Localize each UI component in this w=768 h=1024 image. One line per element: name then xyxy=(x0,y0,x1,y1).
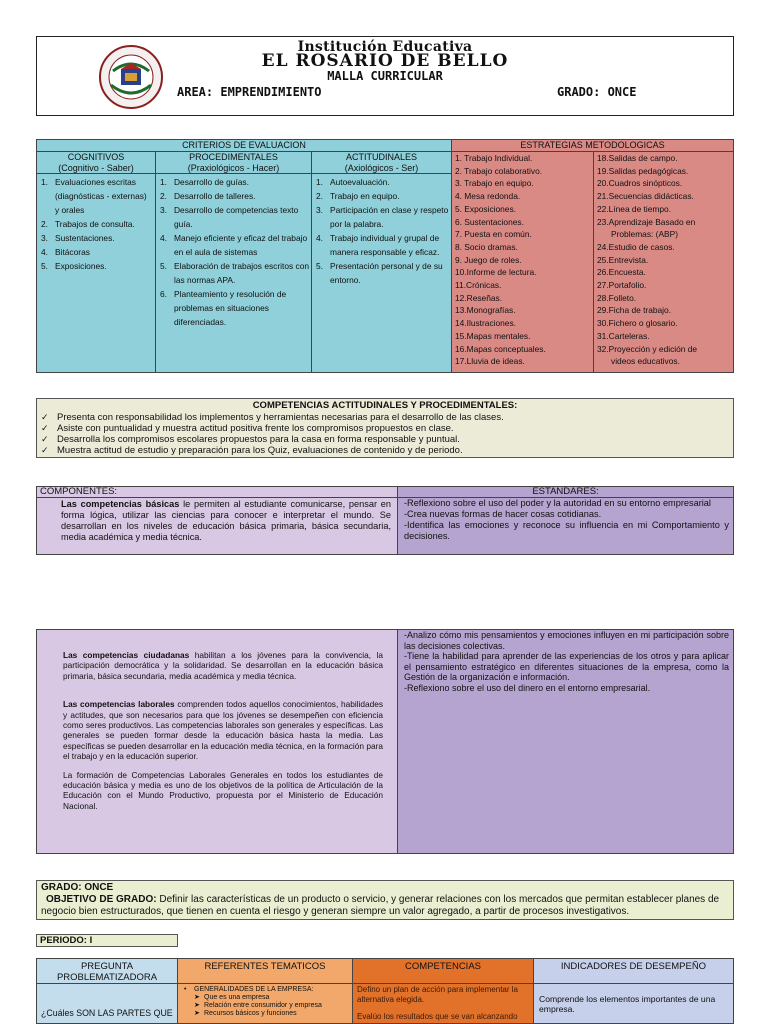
list-item: 5. Exposiciones. xyxy=(41,261,107,271)
header-pregunta: PREGUNTA PROBLEMATIZADORA xyxy=(36,958,178,984)
periodo-label: PERIODO: I xyxy=(36,934,178,947)
area-label: AREA: EMPRENDIMIENTO xyxy=(177,85,322,99)
estandar-item: -Reflexiono sobre el uso del dinero en el entorno empresarial. xyxy=(404,682,651,693)
basicas-text: le permiten al estudiante comunicarse, pensar en forma lógica, utilizar las ciencias para conocer e interpretar el mundo. Se desarrollan en los niveles de educación básica primaria, básica secundaria, media académica y media técnica. xyxy=(61,499,391,542)
estrategias-items xyxy=(597,152,730,368)
criterios-title: CRITERIOS DE EVALUACION xyxy=(36,139,452,152)
estandar-item: -Reflexiono sobre el uso del poder y la autoridad en su entorno empresarial xyxy=(404,498,711,508)
formacion-paragraph: La formación de Competencias Laborales Generales en todos los estudiantes de educación básica y media es uno de los objetivos de la política de Articulación de la Educación con el Mundo Productivo, propuesta por el Ministerio de Educación Nacional. xyxy=(63,769,383,811)
list-item: 3. Participación en clase y respeto por la palabra. xyxy=(316,205,449,229)
list-item: 5. Presentación personal y de su entorno. xyxy=(316,261,443,285)
institution-name: EL ROSARIO DE BELLO xyxy=(261,51,509,71)
pregunta-cell: ¿Cuáles SON LAS PARTES QUE xyxy=(36,983,178,1024)
estandares-basicas-cell xyxy=(397,497,734,555)
objetivo-label: OBJETIVO DE GRADO: xyxy=(46,894,157,905)
estrategia-item: 18.Salidas de campo. xyxy=(597,153,678,163)
indicador-cell: Comprende los elementos importantes de una empresa. xyxy=(533,983,734,1024)
laborales-paragraph xyxy=(63,699,383,761)
criterio-cognitivos-header xyxy=(36,151,156,174)
check-item: ✓ Presenta con responsabilidad los implementos y herramientas necesarias para el desarrollo de las clases. xyxy=(41,412,504,423)
grado-label: GRADO: ONCE xyxy=(41,882,114,893)
estrategia-item: 2. Trabajo colaborativo. xyxy=(455,165,543,176)
estrategia-item: 32.Proyección y edición de xyxy=(597,343,698,354)
estrategia-item: 19.Salidas pedagógicas. xyxy=(597,165,689,176)
estrategia-item: 1. Trabajo Individual. xyxy=(455,153,533,163)
criterio-actitudinales-list xyxy=(311,173,452,373)
estrategias-items xyxy=(455,152,590,368)
document-header xyxy=(36,36,734,116)
competencias-ciudadanas-laborales-cell xyxy=(36,629,398,854)
list-item: ➤ Que es una empresa xyxy=(194,994,270,1001)
componentes-heading: COMPONENTES: xyxy=(36,486,398,498)
header-referentes: REFERENTES TEMATICOS xyxy=(177,958,353,984)
estrategia-item: 9. Juego de roles. xyxy=(455,254,522,265)
criterio-procedimentales-list xyxy=(155,173,312,373)
list-item: 4. Manejo eficiente y eficaz del trabajo en el aula de sistemas xyxy=(160,233,308,257)
list-item: 2. Trabajo en equipo. xyxy=(316,191,400,201)
estandar-item: -Identifica las emociones y reconoce su influencia en mi Comportamiento y decisiones. xyxy=(404,520,729,541)
arrow-icon: ➤ xyxy=(194,994,200,1001)
objetivo-paragraph xyxy=(41,894,729,918)
institution-type: Institución Educativa xyxy=(297,39,473,55)
estrategias-list-right xyxy=(593,151,734,373)
estrategia-item: 22.Línea de tiempo. xyxy=(597,203,672,214)
estrategia-item: 16.Mapas conceptuales. xyxy=(455,343,546,354)
document-title: MALLA CURRICULAR xyxy=(327,69,443,83)
arrow-icon: ➤ xyxy=(194,1002,200,1009)
estrategia-item: 31.Carteleras. xyxy=(597,330,650,341)
list-item: 4. Trabajo individual y grupal de manera responsable y eficaz. xyxy=(316,233,440,257)
estandares-heading: ESTANDARES: xyxy=(397,486,734,498)
competencias-basicas-cell xyxy=(36,497,398,555)
estrategia-item: videos educativos. xyxy=(611,356,680,367)
estandares-ciudadanas-cell xyxy=(397,629,734,854)
estrategias-title: ESTRATEGIAS METODOLOGICAS xyxy=(451,139,734,152)
criterio-cognitivos-list xyxy=(36,173,156,373)
check-item: ✓ Asiste con puntualidad y muestra actitud positiva frente los compromisos propuestos en clase. xyxy=(41,423,504,434)
objetivo-text: Definir las características de un producto o servicio, y generar relaciones con los mercados que permitan establecer planes de negocio bien estructurados, que tienen en cuenta el riesgo y generan siempre un valor agregado, a partir de procesos investigativos. xyxy=(41,894,720,917)
estandar-item: -Crea nuevas formas de hacer cosas cotidianas. xyxy=(404,509,602,519)
competencias-actitudinales-title: COMPETENCIAS ACTITUDINALES Y PROCEDIMENTALES: xyxy=(252,400,518,411)
estrategia-item: 20.Cuadros sinópticos. xyxy=(597,178,683,189)
list-item: 6. Planteamiento y resolución de problemas en situaciones diferenciadas. xyxy=(160,289,287,327)
estrategia-item: 21.Secuencias didácticas. xyxy=(597,191,694,202)
estrategias-list-left xyxy=(451,151,594,373)
estrategia-item: 4. Mesa redonda. xyxy=(455,191,521,202)
referentes-list xyxy=(184,986,348,1018)
estrategia-item: 3. Trabajo en equipo. xyxy=(455,178,534,189)
estrategia-item: 27.Portafolio. xyxy=(597,280,647,291)
criterio-procedimentales-header xyxy=(155,151,312,174)
estrategia-item: 14.Ilustraciones. xyxy=(455,318,516,329)
estrategia-item: 28.Folleto. xyxy=(597,292,637,303)
ciudadanas-text: habilitan a los jóvenes para la convivencia, la participación democrática y la solidaridad. Se desarrollan en la educación básica primaria, básica secundaria, media académica y media técnica. xyxy=(63,650,383,681)
ciudadanas-paragraph xyxy=(63,650,383,681)
estrategia-item: 17.Lluvia de ideas. xyxy=(455,356,525,367)
header-indicadores: INDICADORES DE DESEMPEÑO xyxy=(533,958,734,984)
laborales-text: comprenden todos aquellos conocimientos, habilidades y actitudes, que son necesarios para que los jóvenes se desempeñen con eficiencia como seres productivos. Las competencias laborales son generales y específicas. Las generales se pueden formar desde la educación básica hasta la media. Las específicas se pueden desarrollar en la educación media técnica, en la formación para el trabajo y en la educación superior. xyxy=(63,699,383,762)
estrategia-item: Problemas: (ABP) xyxy=(611,229,679,240)
estrategia-item: 8. Socio dramas. xyxy=(455,241,518,252)
column-heading: ACTITUDINALES xyxy=(345,152,417,162)
estrategia-item: 7. Puesta en común. xyxy=(455,229,532,240)
competencias-cell xyxy=(352,983,534,1024)
list-item: 5. Elaboración de trabajos escritos con las normas APA. xyxy=(160,261,310,285)
check-item: ✓ Muestra actitud de estudio y preparación para los Quiz, evaluaciones de contenido y de periodo. xyxy=(41,445,504,456)
competencias-actitudinales-list xyxy=(41,412,504,456)
estrategia-item: 5. Exposiciones. xyxy=(455,203,516,214)
list-item: 2. Trabajos de consulta. xyxy=(41,219,135,229)
laborales-title: Las competencias laborales xyxy=(63,699,175,710)
list-item: ➤ Recursos básicos y funciones xyxy=(194,1010,297,1017)
criterio-actitudinales-header xyxy=(311,151,452,174)
check-item: ✓ Desarrolla los compromisos escolares propuestos para la casa en forma responsable y puntual. xyxy=(41,434,504,445)
estrategia-item: 11.Crónicas. xyxy=(455,280,502,291)
grade-label: GRADO: ONCE xyxy=(557,85,637,99)
estandar-item: -Tiene la habilidad para aprender de las experiencias de los otros y para aplicar el pensamiento estratégico en diferentes situaciones de la empresa, como la Gestión de la organización e información. xyxy=(404,651,729,683)
competencia-item: Defino un plan de acción para implementar la alternativa elegida. xyxy=(357,985,518,1004)
estandar-item: -Analizo cómo mis pensamientos y emociones influyen en mi participación sobre las decisiones colectivas. xyxy=(404,630,729,651)
grado-objetivo-box xyxy=(36,880,734,920)
estrategia-item: 23.Aprendizaje Basado en xyxy=(597,216,696,227)
list-item: 2. Desarrollo de talleres. xyxy=(160,191,256,201)
estrategia-item: 6. Sustentaciones. xyxy=(455,216,524,227)
estrategia-item: 24.Estudio de casos. xyxy=(597,241,675,252)
ciudadanas-title: Las competencias ciudadanas xyxy=(63,650,190,660)
list-item: • GENERALIDADES DE LA EMPRESA: xyxy=(184,986,314,993)
list-item: 1. Desarrollo de guías. xyxy=(160,177,249,187)
header-competencias: COMPETENCIAS xyxy=(352,958,534,984)
estrategia-item: 12.Reseñas. xyxy=(455,292,503,303)
column-subheading: (Axiológicos - Ser) xyxy=(344,163,419,173)
column-heading: PROCEDIMENTALES xyxy=(189,152,278,162)
list-item: 3. Desarrollo de competencias texto guía. xyxy=(160,205,299,229)
competencias-actitudinales-box xyxy=(36,398,734,458)
estrategia-item: 13.Monografías. xyxy=(455,305,516,316)
estrategia-item: 26.Encuesta. xyxy=(597,267,646,278)
list-item: 1. Autoevaluación. xyxy=(316,177,390,187)
bullet-icon: • xyxy=(184,986,187,993)
basicas-title: Las competencias básicas xyxy=(61,499,180,509)
arrow-icon: ➤ xyxy=(194,1010,200,1017)
column-heading: COGNITIVOS xyxy=(67,152,125,162)
estrategia-item: 10.Informe de lectura. xyxy=(455,267,537,278)
referentes-cell xyxy=(177,983,353,1024)
column-subheading: (Cognitivo - Saber) xyxy=(58,163,134,173)
estrategia-item: 30.Fichero o glosario. xyxy=(597,318,678,329)
estrategia-item: 15.Mapas mentales. xyxy=(455,330,531,341)
column-subheading: (Praxiológicos - Hacer) xyxy=(187,163,280,173)
estrategia-item: 25.Entrevista. xyxy=(597,254,649,265)
estrategia-item: 29.Ficha de trabajo. xyxy=(597,305,672,316)
list-item: ➤ Relación entre consumidor y empresa xyxy=(194,1002,322,1009)
list-item: 4. Bitácoras xyxy=(41,247,90,257)
list-item: 1. Evaluaciones escritas (diagnósticas - externas) y orales xyxy=(41,177,147,215)
competencia-item: Evalúo los resultados que se van alcanzando xyxy=(357,1012,518,1021)
list-item: 3. Sustentaciones. xyxy=(41,233,115,243)
